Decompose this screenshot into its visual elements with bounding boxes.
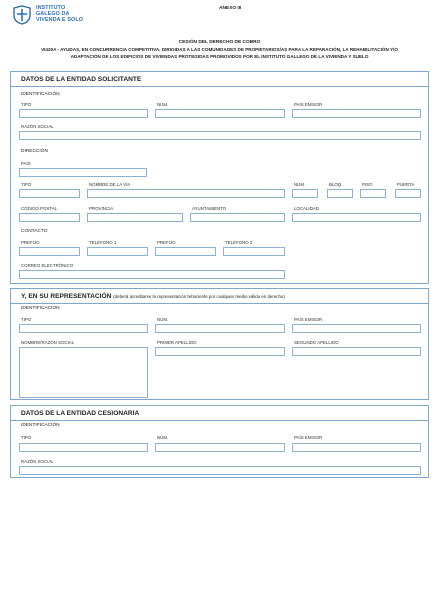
rep-name-field[interactable] bbox=[19, 347, 148, 398]
street-type-label: TIPO bbox=[21, 182, 32, 187]
page-title: CESIÓN DEL DERECHO DE COBRO bbox=[178, 40, 261, 45]
floor-field[interactable] bbox=[360, 189, 386, 198]
country-field[interactable] bbox=[19, 168, 147, 177]
rep-id-number-field[interactable] bbox=[155, 324, 285, 333]
door-field[interactable] bbox=[395, 189, 421, 198]
section-applicant bbox=[10, 71, 429, 284]
rep-first-surname-field[interactable] bbox=[155, 347, 285, 356]
section-representative-title bbox=[21, 293, 285, 300]
issuing-country-label: PAÍS EMISOR bbox=[294, 317, 323, 322]
number-label: NÚM. bbox=[157, 102, 169, 107]
number-label: NÚM. bbox=[157, 317, 169, 322]
section-assignee bbox=[10, 405, 429, 478]
representation-note: (deberá acreditarse la representación fehaciente por cualquier medio válido en derecho) bbox=[113, 294, 285, 299]
municipality-label: AYUNTAMIENTO bbox=[192, 206, 227, 211]
id-type-field[interactable] bbox=[19, 109, 148, 118]
assignee-company-name-field[interactable] bbox=[19, 466, 421, 475]
phone-1-label: TELÉFONO 1 bbox=[89, 240, 117, 245]
rep-second-surname-field[interactable] bbox=[292, 347, 421, 356]
province-label: PROVINCIA bbox=[89, 206, 114, 211]
assignee-id-type-field[interactable] bbox=[19, 443, 148, 452]
page-subtitle-line-1: VI420A - AYUDAS, EN CONCURRENCIA COMPETITIVA, DIRIGIDAS A LAS COMUNIDADES DE PROPIETARIOS/AS PARA LA REPARACIÓN, LA REHABILITACIÓN Y/O bbox=[41, 47, 398, 52]
address-heading: DIRECCIÓN bbox=[21, 149, 48, 154]
issuing-country-field[interactable] bbox=[292, 109, 421, 118]
section-representative bbox=[10, 288, 429, 400]
company-name-label: RAZÓN SOCIAL bbox=[21, 124, 54, 129]
locality-field[interactable] bbox=[292, 213, 421, 222]
door-label: PUERTA bbox=[397, 182, 415, 187]
issuing-country-label: PAÍS EMISOR bbox=[294, 435, 323, 440]
country-label: PAÍS bbox=[21, 161, 31, 166]
type-label: TIPO bbox=[21, 317, 32, 322]
rep-id-type-field[interactable] bbox=[19, 324, 148, 333]
issuing-country-label: PAÍS EMISOR bbox=[294, 102, 323, 107]
street-name-label: NOMBRE DE LA VÍA bbox=[89, 182, 131, 187]
email-field[interactable] bbox=[19, 270, 285, 279]
prefix-2-label: PREFIJO bbox=[157, 240, 176, 245]
identification-heading: IDENTIFICACIÓN bbox=[21, 423, 60, 428]
postal-code-label: CÓDIGO POSTAL bbox=[21, 206, 58, 211]
logo-line-3: VIVENDA E SOLO bbox=[36, 17, 84, 24]
prefix-1-label: PREFIJO bbox=[21, 240, 40, 245]
postal-code-field[interactable] bbox=[19, 213, 80, 222]
contact-heading: CONTACTO bbox=[21, 229, 48, 234]
name-label: NOMBRE/RAZÓN SOCIAL bbox=[21, 340, 75, 345]
logo-line-2: GALEGO DA bbox=[36, 11, 70, 18]
prefix-1-field[interactable] bbox=[19, 247, 80, 256]
section-applicant-title: DATOS DE LA ENTIDAD SOLICITANTE bbox=[21, 76, 142, 83]
prefix-2-field[interactable] bbox=[155, 247, 216, 256]
institute-logo bbox=[12, 5, 83, 25]
section-divider bbox=[11, 86, 428, 87]
assignee-issuing-country-field[interactable] bbox=[292, 443, 421, 452]
first-surname-label: PRIMER APELLIDO bbox=[157, 340, 197, 345]
street-number-field[interactable] bbox=[292, 189, 318, 198]
section-divider bbox=[11, 303, 428, 304]
number-label: NÚM. bbox=[157, 435, 169, 440]
street-type-field[interactable] bbox=[19, 189, 80, 198]
type-label: TIPO bbox=[21, 435, 32, 440]
xunta-logo-icon bbox=[12, 5, 32, 25]
email-label: CORREO ELECTRÓNICO bbox=[21, 263, 74, 268]
second-surname-label: SEGUNDO APELLIDO bbox=[294, 340, 339, 345]
phone-2-label: TELÉFONO 2 bbox=[225, 240, 253, 245]
logo-text bbox=[36, 5, 83, 24]
identification-heading: IDENTIFICACIÓN bbox=[21, 92, 60, 97]
id-number-field[interactable] bbox=[155, 109, 285, 118]
section-assignee-title: DATOS DE LA ENTIDAD CESIONARIA bbox=[21, 410, 140, 417]
section-divider bbox=[11, 420, 428, 421]
block-field[interactable] bbox=[327, 189, 353, 198]
locality-label: LOCALIDAD bbox=[294, 206, 319, 211]
phone-1-field[interactable] bbox=[87, 247, 148, 256]
company-name-label: RAZÓN SOCIAL bbox=[21, 459, 54, 464]
logo-line-1: INSTITUTO bbox=[36, 5, 66, 11]
assignee-id-number-field[interactable] bbox=[155, 443, 285, 452]
annex-label: ANEXO III bbox=[219, 6, 242, 11]
company-name-field[interactable] bbox=[19, 131, 421, 140]
street-name-field[interactable] bbox=[87, 189, 285, 198]
floor-label: PISO bbox=[362, 182, 373, 187]
identification-heading: IDENTIFICACIÓN bbox=[21, 306, 60, 311]
rep-issuing-country-field[interactable] bbox=[292, 324, 421, 333]
block-label: BLOQ. bbox=[329, 182, 343, 187]
section-representative-title-text: Y, EN SU REPRESENTACIÓN bbox=[21, 293, 112, 300]
municipality-field[interactable] bbox=[190, 213, 285, 222]
phone-2-field[interactable] bbox=[223, 247, 285, 256]
province-field[interactable] bbox=[87, 213, 183, 222]
type-label: TIPO bbox=[21, 102, 32, 107]
page-subtitle-line-2: ADAPTACIÓN DE LOS EDIFICIOS DE VIVIENDAS PROTEGIDAS PROMOVIDOS POR EL INSTITUTO GALLEGO DE LA VIVIENDA Y SUELO bbox=[70, 54, 369, 59]
street-number-label: NÚM. bbox=[294, 182, 306, 187]
